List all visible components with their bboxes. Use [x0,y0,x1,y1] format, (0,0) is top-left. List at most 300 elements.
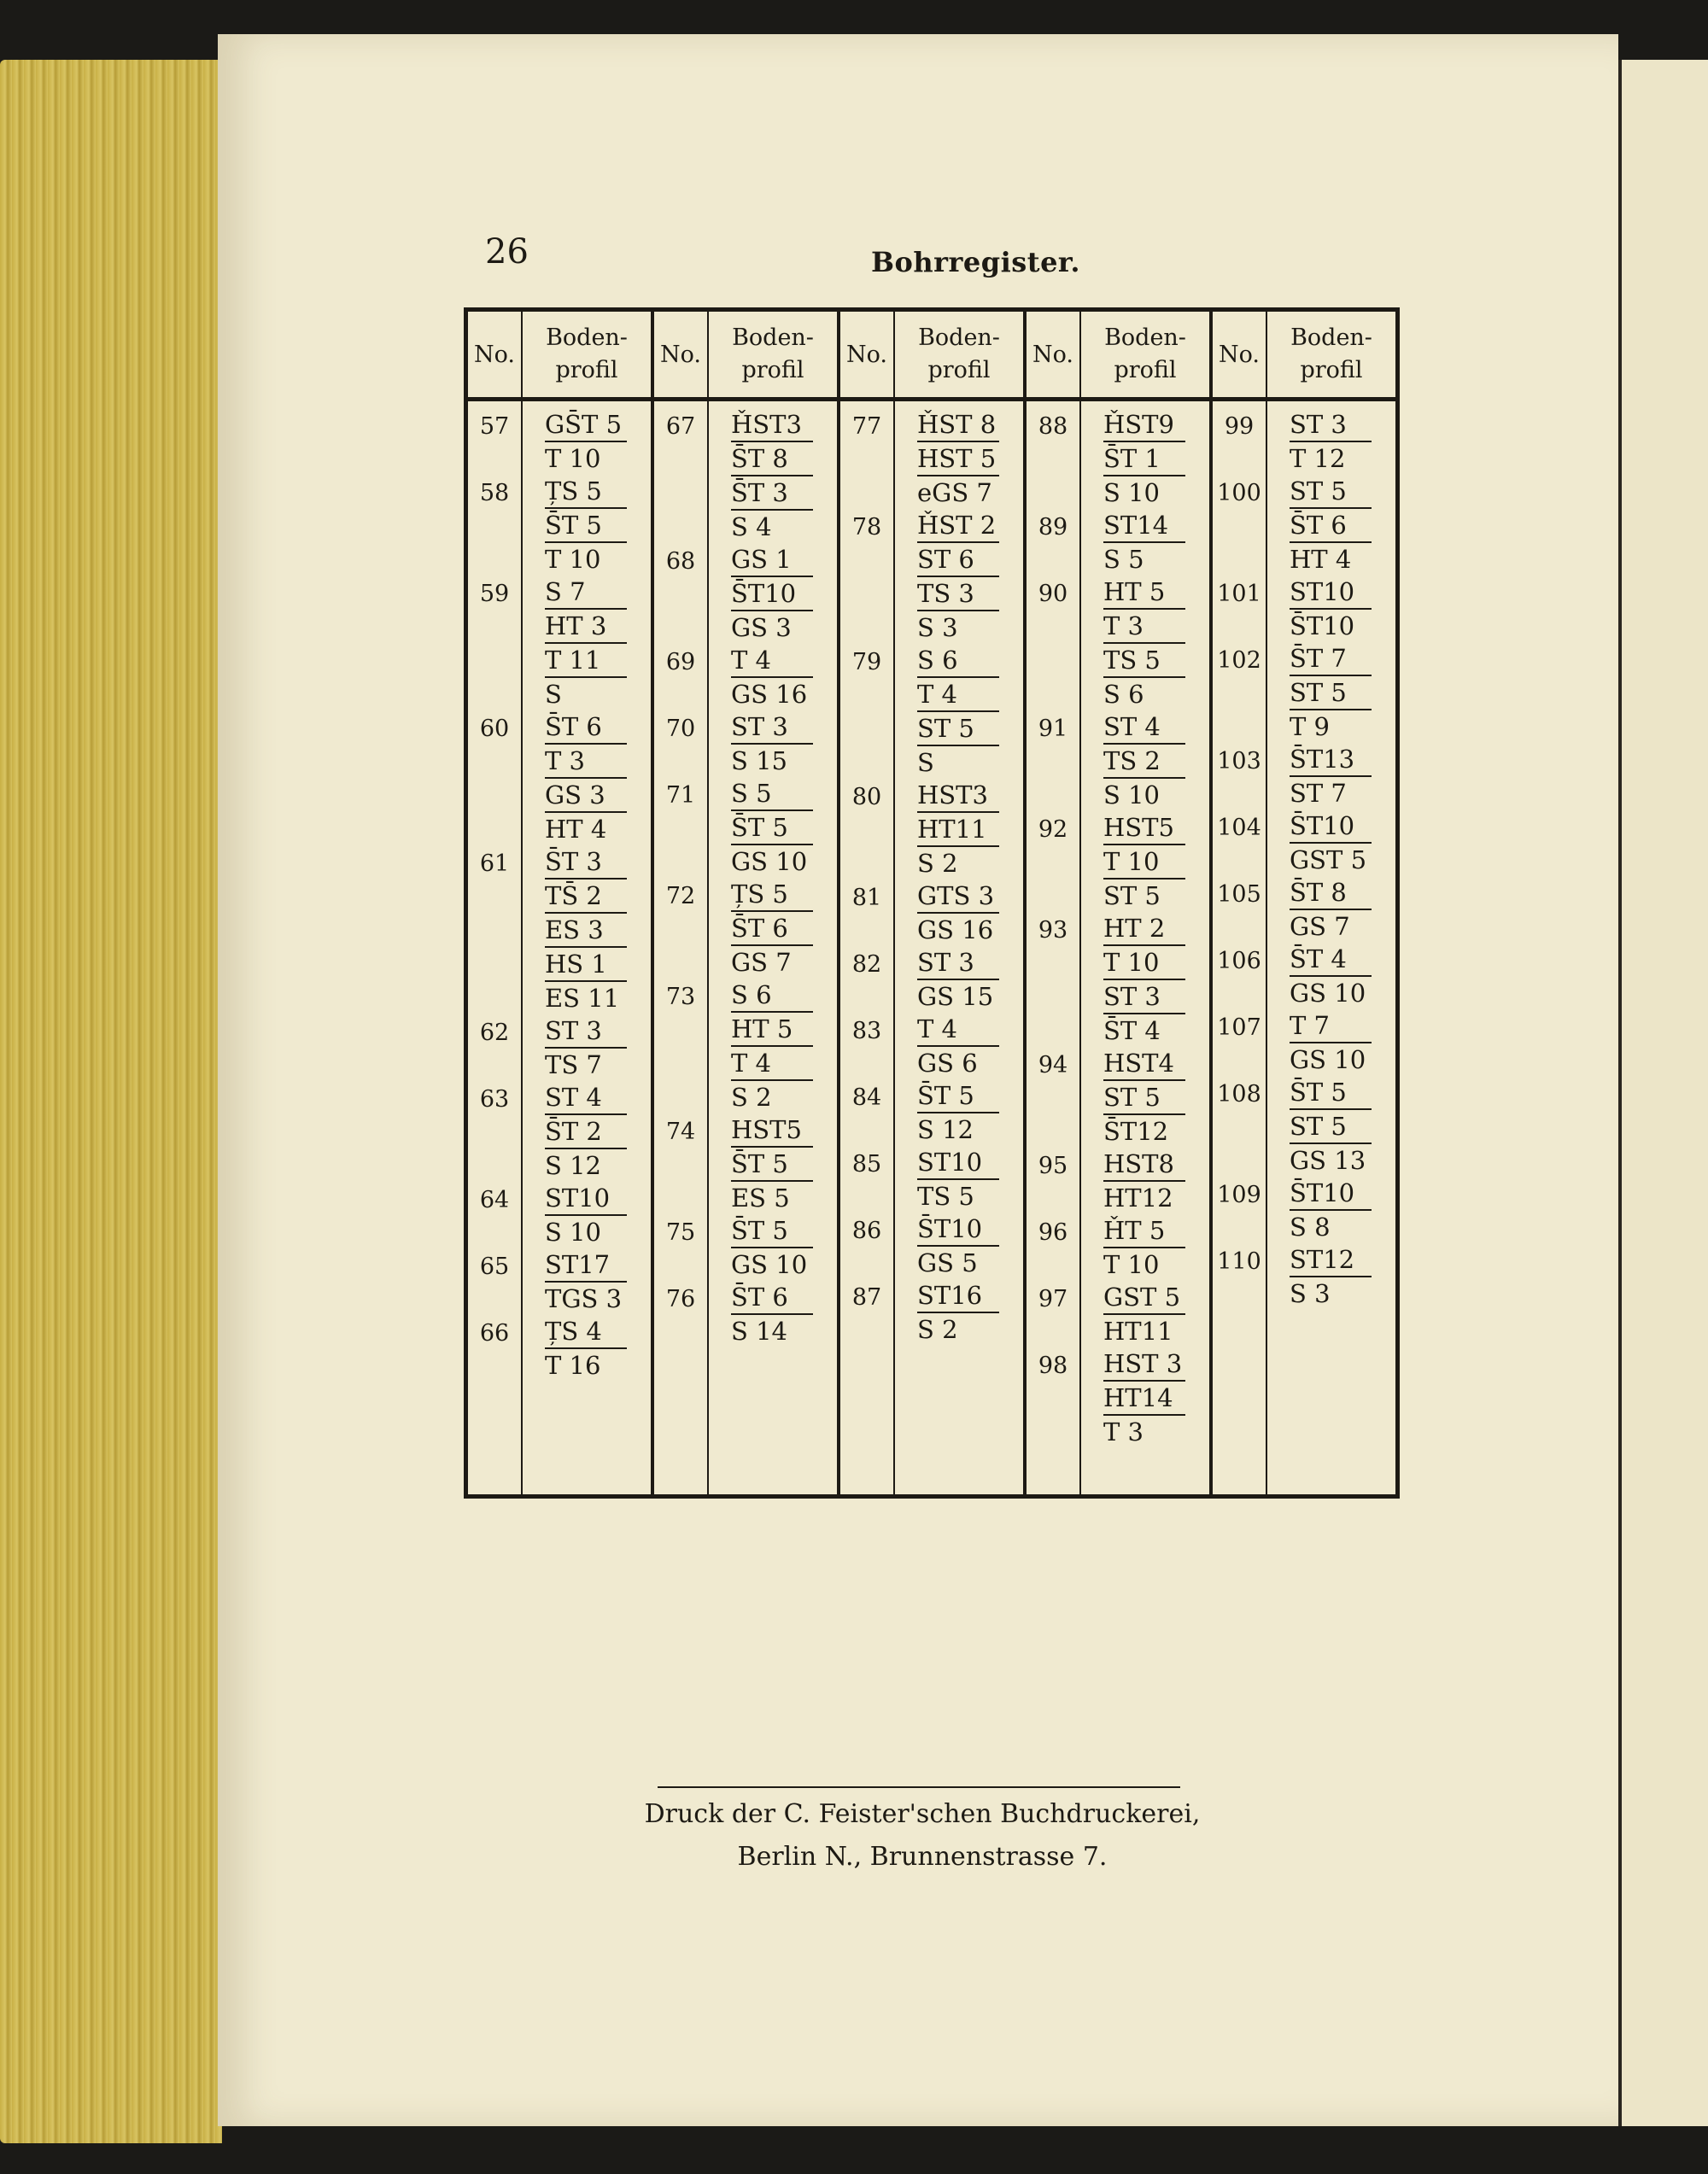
column-body [1213,401,1395,1494]
table-column-group [1027,312,1213,1494]
soil-layer: ST10 [1290,577,1355,606]
soil-layer: ST 3 [731,712,788,741]
soil-layer: S 3 [1290,1276,1372,1310]
soil-layer: ST16 [917,1281,983,1310]
column-header [840,312,1023,401]
boring-number: 108 [1217,1081,1261,1107]
soil-profile [893,779,1023,880]
soil-profile [707,979,837,1113]
boring-number: 97 [1038,1286,1068,1312]
table-row [1213,1076,1395,1177]
soil-profile [1079,1281,1209,1347]
soil-profile [893,1279,1023,1346]
boring-number: 77 [851,413,882,440]
table-row [1213,576,1395,642]
boring-number: 107 [1217,1014,1261,1041]
soil-layer: TS 5 [1103,642,1185,676]
soil-layer: S̄T12 [1103,1113,1185,1148]
boring-number: 71 [665,782,696,809]
soil-layer: HT 2 [1103,914,1166,943]
table-row [840,644,1023,779]
soil-layer: T 3 [1103,608,1185,642]
soil-layer: HS 1 [545,946,627,980]
table-row [1027,1047,1209,1148]
soil-layer: S̄T 6 [731,910,813,944]
table-column-group [1213,312,1395,1494]
soil-layer: GS 6 [917,1045,999,1079]
soil-layer: TS 5 [917,1178,999,1213]
boring-number: 70 [665,716,696,742]
soil-layer: HT 3 [545,608,627,642]
soil-profile [521,1081,651,1182]
soil-layer: S̄T10 [917,1214,983,1243]
boring-number: 63 [479,1086,510,1113]
soil-profile [1266,1243,1395,1310]
column-header [1027,312,1209,401]
boring-number: 106 [1217,948,1261,974]
header-bodenprofil [709,312,837,397]
header-profil-line-1: Boden- [918,324,1000,351]
soil-layer: S [545,676,627,710]
soil-profile [1266,1076,1395,1177]
soil-layer: GS 15 [917,979,999,1013]
soil-profile [707,878,837,979]
soil-layer: T 12 [1290,441,1372,475]
soil-layer: ȚS 4 [545,1317,602,1346]
soil-layer: HT14 [1103,1380,1185,1414]
soil-profile [707,408,837,543]
boring-number: 98 [1038,1353,1068,1379]
soil-layer: T 10 [545,441,627,475]
table-row [1027,1214,1209,1281]
soil-profile [521,475,651,576]
soil-layer: S̄T 6 [1290,507,1372,541]
soil-layer: GS 10 [1290,975,1372,1009]
soil-layer: S̄T 3 [545,847,602,876]
soil-profile [521,845,651,1014]
soil-layer: ST12 [1290,1245,1355,1274]
table-row [1027,1281,1209,1347]
soil-profile [1079,1047,1209,1148]
soil-profile [707,777,837,878]
soil-layer: S 4 [731,509,813,543]
table-row [1027,710,1209,811]
soil-layer: ST 5 [1290,476,1347,506]
soil-layer: GS 16 [917,912,999,946]
boring-number: 72 [665,883,696,909]
soil-profile [1266,943,1395,1009]
table-row [1213,1177,1395,1243]
soil-layer: GS 7 [1290,909,1372,943]
soil-profile [893,946,1023,1013]
soil-layer: GS 5 [917,1245,999,1279]
soil-profile [1079,912,1209,1047]
soil-layer: T 4 [731,1045,813,1079]
table-row [468,845,651,1014]
soil-layer: S 10 [1103,777,1185,811]
imprint-line-2: Berlin N., Brunnenstrasse 7. [737,1842,1108,1872]
boring-number: 60 [479,716,510,742]
header-profil-line-1: Boden- [1104,324,1186,351]
table-row [654,710,837,777]
soil-profile [893,644,1023,779]
imprint-line-1: Druck der C. Feister'schen Buchdruckerei, [644,1799,1201,1829]
soil-layer: S̄T10 [1290,1178,1355,1207]
soil-layer: ST 3 [1290,410,1347,439]
soil-profile [1079,509,1209,576]
soil-profile [521,1014,651,1081]
bohrregister-table [464,307,1400,1499]
column-body [468,401,651,1494]
running-head: Bohrregister. [871,246,1080,278]
boring-number: 59 [479,581,510,607]
table-row [468,475,651,576]
boring-number: 102 [1217,647,1261,674]
boring-number: 73 [665,984,696,1010]
soil-layer: S̄T 5 [731,809,813,844]
soil-layer: HT 4 [545,811,627,845]
book-page-edges [0,60,222,2143]
column-body [654,401,837,1494]
soil-layer: S̄T 1 [1103,441,1185,475]
boring-number: 68 [665,548,696,575]
soil-layer: T 10 [545,541,627,576]
boring-number: 66 [479,1320,510,1347]
soil-layer: ȚS 5 [545,476,602,506]
table-column-group [468,312,654,1494]
soil-layer: ȞST9 [1103,410,1174,439]
boring-number: 82 [851,951,882,978]
soil-layer: GTS 3 [917,881,995,910]
soil-layer: S̄T 8 [731,441,813,475]
soil-layer: ES 5 [731,1180,813,1214]
soil-layer: S 6 [731,980,772,1009]
soil-layer: S̄T10 [1290,608,1372,642]
soil-layer: S [917,745,999,779]
soil-profile [893,1146,1023,1213]
boring-number: 104 [1217,815,1261,841]
soil-profile [707,644,837,710]
soil-layer: ST 5 [1290,1108,1372,1143]
table-row [468,1315,651,1382]
table-row [840,408,1023,509]
table-row [1027,576,1209,710]
boring-number: 96 [1038,1219,1068,1246]
soil-layer: S̄T10 [1290,811,1355,840]
soil-layer: ST 5 [917,710,999,745]
soil-profile [1266,743,1395,809]
table-row [654,644,837,710]
soil-layer: T 4 [731,646,772,675]
soil-profile [1266,408,1395,475]
column-body [840,401,1023,1494]
table-row [654,1214,837,1281]
soil-profile [893,880,1023,946]
soil-layer: T 3 [1103,1414,1185,1448]
soil-profile [1079,1214,1209,1281]
soil-layer: HT 4 [1290,541,1372,576]
soil-layer: S 15 [731,743,813,777]
table-row [1213,943,1395,1009]
soil-layer: S̄T 5 [917,1081,974,1110]
soil-layer: HST3 [917,780,988,809]
soil-layer: HT 5 [1103,577,1166,606]
boring-number: 67 [665,413,696,440]
soil-layer: S̄T 4 [1103,1013,1185,1047]
soil-layer: S 2 [731,1079,813,1113]
table-column-group [840,312,1027,1494]
soil-layer: S 7 [545,577,586,606]
soil-layer: S 2 [917,845,999,880]
soil-layer: ȞST 8 [917,410,997,439]
header-no: No. [468,312,523,397]
soil-layer: S̄T 4 [1290,944,1347,973]
header-profil-line-1: Boden- [546,324,628,351]
header-profil-line-1: Boden- [1290,324,1372,351]
boring-number: 81 [851,885,882,911]
header-profil-line-2: profil [555,357,618,383]
header-no: No. [840,312,895,397]
soil-profile [521,576,651,710]
soil-profile [893,1079,1023,1146]
soil-layer: T 9 [1290,709,1372,743]
boring-number: 95 [1038,1153,1068,1179]
header-no: No. [1213,312,1267,397]
boring-number: 75 [665,1219,696,1246]
soil-profile [521,1182,651,1248]
soil-layer: GS 13 [1290,1143,1372,1177]
soil-layer: S 12 [545,1148,627,1182]
soil-layer: TS 3 [917,576,999,610]
table-row [1027,1347,1209,1448]
soil-layer: HT12 [1103,1180,1185,1214]
soil-layer: S̄T 5 [731,1216,788,1245]
soil-layer: S 5 [1103,541,1185,576]
soil-profile [893,1213,1023,1279]
soil-profile [1266,475,1395,576]
soil-layer: S 5 [731,779,772,808]
boring-number: 65 [479,1254,510,1280]
boring-number: 62 [479,1020,510,1046]
soil-profile [893,1013,1023,1079]
soil-layer: HST 3 [1103,1349,1183,1378]
table-row [840,1013,1023,1079]
boring-number: 78 [851,514,882,541]
soil-layer: T 11 [545,642,627,676]
table-row [840,1279,1023,1346]
soil-layer: ȞT 5 [1103,1216,1166,1245]
soil-layer: S 12 [917,1112,999,1146]
header-profil-line-2: profil [741,357,804,383]
table-row [1027,1148,1209,1214]
table-row [654,408,837,543]
column-header [654,312,837,401]
boring-number: 86 [851,1218,882,1244]
boring-number: 84 [851,1084,882,1111]
boring-number: 80 [851,784,882,810]
soil-layer: T 4 [917,1014,958,1043]
soil-layer: GS 16 [731,676,813,710]
soil-layer: TGS 3 [545,1281,627,1315]
soil-layer: ȞST3 [731,410,802,439]
soil-layer: T 16 [545,1347,627,1382]
soil-layer: TS 2 [1103,743,1185,777]
table-row [468,408,651,475]
table-row [840,509,1023,644]
header-no: No. [654,312,709,397]
soil-layer: ST 3 [1103,979,1185,1013]
header-profil-line-2: profil [927,357,991,383]
header-bodenprofil [895,312,1023,397]
boring-number: 61 [479,850,510,877]
soil-layer: GS̄T 5 [545,410,623,439]
soil-profile [1266,876,1395,943]
soil-profile [521,710,651,845]
boring-number: 76 [665,1286,696,1312]
table-row [1213,642,1395,743]
soil-layer: ST10 [917,1148,983,1177]
footer-rule [658,1786,1180,1788]
table-row [468,1248,651,1315]
soil-layer: ES 11 [545,980,627,1014]
soil-layer: HST4 [1103,1049,1174,1078]
soil-layer: GS 1 [731,545,792,574]
boring-number: 101 [1217,581,1261,607]
table-row [468,710,651,845]
table-row [840,1146,1023,1213]
column-header [1213,312,1395,401]
boring-number: 93 [1038,917,1068,944]
soil-layer: ST 4 [1103,712,1161,741]
table-row [1213,743,1395,809]
soil-layer: GS 10 [731,844,813,878]
soil-profile [1079,1148,1209,1214]
soil-layer: GS 7 [731,944,813,979]
soil-profile [1266,1009,1395,1076]
soil-layer: S̄T 5 [731,1146,813,1180]
soil-layer: HST5 [731,1115,802,1144]
boring-number: 58 [479,480,510,506]
page-number: 26 [485,232,529,272]
soil-layer: ST17 [545,1250,611,1279]
soil-layer: ST 3 [917,948,974,977]
soil-layer: S 6 [917,646,958,675]
soil-layer: HST5 [1103,813,1174,842]
soil-layer: ST 5 [1103,878,1185,912]
table-row [840,779,1023,880]
boring-number: 83 [851,1018,882,1044]
column-header [468,312,651,401]
soil-layer: ST 7 [1290,775,1372,809]
soil-layer: ST 6 [917,541,999,576]
boring-number: 88 [1038,413,1068,440]
boring-number: 64 [479,1187,510,1213]
boring-number: 79 [851,649,882,675]
soil-layer: T 7 [1290,1011,1331,1040]
boring-number: 85 [851,1151,882,1178]
soil-layer: ST 5 [1290,675,1372,709]
soil-profile [707,1281,837,1347]
table-row [654,1113,837,1214]
table-row [1027,811,1209,912]
table-row [840,946,1023,1013]
table-row [1213,809,1395,876]
boring-number: 109 [1217,1182,1261,1208]
soil-profile [1079,576,1209,710]
printer-imprint [598,1793,1247,1879]
soil-layer: S̄T 5 [1290,1078,1347,1107]
soil-layer: ES 3 [545,912,627,946]
soil-layer: S̄T 5 [545,507,627,541]
table-row [468,1014,651,1081]
header-profil-line-2: profil [1300,357,1363,383]
soil-layer: S̄T 2 [545,1113,627,1148]
soil-layer: HST8 [1103,1149,1174,1178]
soil-layer: GS 10 [731,1247,813,1281]
soil-layer: S 10 [1103,475,1185,509]
boring-number: 94 [1038,1052,1068,1078]
table-row [840,1213,1023,1279]
table-row [1213,475,1395,576]
table-row [654,777,837,878]
table-row [1027,912,1209,1047]
soil-layer: TS 7 [545,1047,627,1081]
soil-layer: S̄T 7 [1290,644,1347,673]
table-row [468,1081,651,1182]
table-row [1027,509,1209,576]
column-body [1027,401,1209,1494]
soil-layer: S 10 [545,1214,627,1248]
boring-number: 90 [1038,581,1068,607]
soil-profile [521,1315,651,1382]
soil-layer: S 8 [1290,1209,1372,1243]
soil-layer: S̄T 8 [1290,878,1347,907]
soil-layer: T 10 [1103,844,1185,878]
table-row [840,1079,1023,1146]
soil-profile [1266,576,1395,642]
facing-page-edge [1618,60,1708,2126]
soil-layer: ST 3 [545,1016,602,1045]
soil-layer: ST14 [1103,511,1169,540]
header-bodenprofil [523,312,651,397]
soil-layer: S̄T 6 [545,712,602,741]
table-row [654,1281,837,1347]
soil-layer: ST 4 [545,1083,602,1112]
soil-layer: GS 3 [731,610,813,644]
boring-number: 110 [1217,1248,1261,1275]
table-row [1213,408,1395,475]
soil-layer: S 3 [917,610,999,644]
table-row [654,878,837,979]
soil-layer: T 4 [917,676,999,710]
boring-number: 57 [479,413,510,440]
header-profil-line-2: profil [1114,357,1177,383]
soil-layer: eGS 7 [917,475,999,509]
header-bodenprofil [1267,312,1395,397]
soil-layer: S 6 [1103,676,1185,710]
soil-profile [521,1248,651,1315]
soil-profile [893,509,1023,644]
soil-profile [707,1214,837,1281]
soil-layer: T 3 [545,743,627,777]
soil-profile [521,408,651,475]
soil-layer: S 14 [731,1313,813,1347]
soil-profile [1266,642,1395,743]
soil-profile [1079,710,1209,811]
soil-profile [1266,1177,1395,1243]
soil-layer: HT11 [917,811,999,845]
header-no: No. [1027,312,1081,397]
